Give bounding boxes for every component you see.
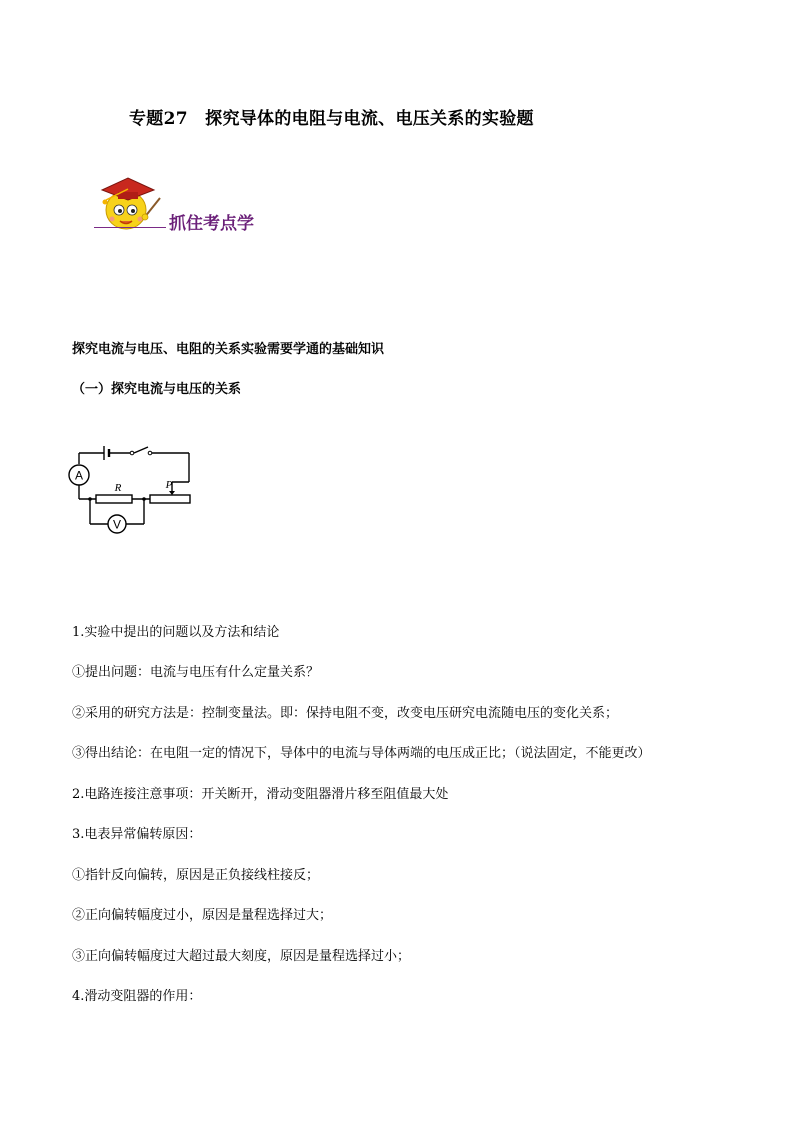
paragraph: ①提出问题：电流与电压有什么定量关系？ <box>72 665 320 680</box>
paragraph: ③得出结论：在电阻一定的情况下，导体中的电流与导体两端的电压成正比；（说法固定，不能更改） <box>72 746 651 761</box>
paragraph: 4.滑动变阻器的作用： <box>72 989 202 1004</box>
paragraph: ①指针反向偏转，原因是正负接线柱接反； <box>72 868 320 883</box>
section-banner: 抓住考点学 <box>169 214 254 234</box>
ammeter-label: A <box>74 468 84 483</box>
paragraph: 1.实验中提出的问题以及方法和结论 <box>72 625 280 640</box>
page-title: 专题27 探究导体的电阻与电流、电压关系的实验题 <box>129 109 534 129</box>
resistor-label: R <box>114 482 122 494</box>
paragraph: ②正向偏转幅度过小，原因是量程选择过大； <box>72 908 333 923</box>
paragraph: ③正向偏转幅度过大超过最大刻度，原因是量程选择过小； <box>72 949 411 964</box>
paragraph: ②采用的研究方法是：控制变量法。即：保持电阻不变，改变电压研究电流随电压的变化关系； <box>72 706 619 721</box>
section-heading: 探究电流与电压、电阻的关系实验需要学通的基础知识 <box>72 342 385 357</box>
voltmeter-label: V <box>112 517 122 532</box>
paragraph: 2.电路连接注意事项：开关断开，滑动变阻器滑片移至阻值最大处 <box>72 787 449 802</box>
graduate-mascot-icon <box>92 170 164 232</box>
rheostat-label: P <box>165 479 173 491</box>
subsection-heading: （一）探究电流与电压的关系 <box>72 382 242 397</box>
banner-underline <box>94 227 166 228</box>
paragraph: 3.电表异常偏转原因： <box>72 827 202 842</box>
circuit-diagram <box>66 436 196 536</box>
